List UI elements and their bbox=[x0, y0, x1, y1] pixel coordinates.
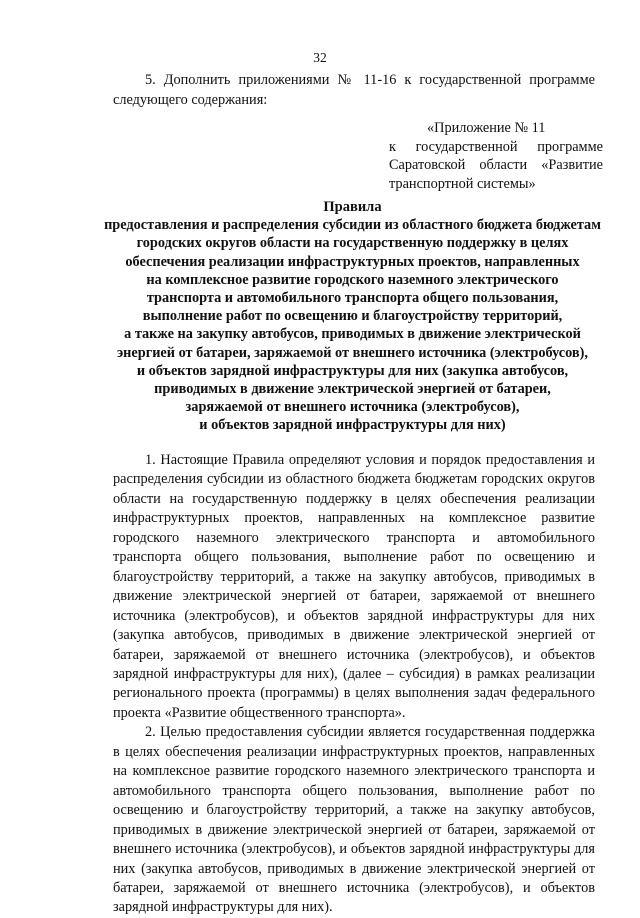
rules-title-line: транспорта и автомобильного транспорта общего пользования, bbox=[146, 290, 559, 307]
rules-title-line: и объектов зарядной инфраструктуры для них (закупка автобусов, bbox=[136, 362, 569, 379]
paragraph-2: 2. Целью предоставления субсидии является государственная поддержка в целях обеспечения реализации инфраструктурных проектов, направленных на комплексное развитие городского наземного электрического транспорта и автомобильного транспорта общего пользования, выполнение работ по освещению и благоустройству территорий, а также на закупку автобусов, приводимых в движение электрической энергией от батареи, заряжаемой от внешнего источника (электробусов), и объектов зарядной инфраструктуры для них (закупка автобусов, приводимых в движение электрической энергией от батареи, заряжаемой от внешнего источника (электробусов), и объектов зарядной инфраструктуры для них). bbox=[113, 724, 595, 916]
rules-title-line: на комплексное развитие городского наземного электрического bbox=[146, 271, 559, 288]
intro-paragraph bbox=[113, 71, 595, 110]
rules-title-line: заряжаемой от внешнего источника (электробусов), bbox=[185, 399, 520, 416]
appendix-reference: к государственной программе Саратовской области «Развитие транспортной системы» bbox=[389, 138, 603, 192]
rules-title-line: энергией от батареи, заряжаемой от внешнего источника (электробусов), bbox=[116, 344, 588, 361]
intro-text: 5. Дополнить приложениями № 11-16 к государственной программе следующего содержания: bbox=[113, 72, 595, 108]
rules-title-line: обеспечения реализации инфраструктурных проектов, направленных bbox=[125, 253, 580, 270]
rules-body bbox=[113, 451, 595, 918]
rules-title-line: приводимых в движение электрической энергией от батареи, bbox=[154, 381, 551, 398]
rules-title-line: и объектов зарядной инфраструктуры для них) bbox=[199, 417, 506, 434]
paragraph-1: 1. Настоящие Правила определяют условия и порядок предоставления и распределения субсидии из областного бюджета бюджетам городских округов области на государственную поддержку в целях обеспечения реализации инфраструктурных проектов, направленных на комплексное развитие городского наземного электрического транспорта и автомобильного транспорта общего пользования, выполнение работ по освещению и благоустройству территорий, а также на закупку автобусов, приводимых в движение электрической энергией от батареи, заряжаемой от внешнего источника (электробусов), и объектов зарядной инфраструктуры для них (закупка автобусов, приводимых в движение электрической энергией от батареи, заряжаемой от внешнего источника (электробусов), и объектов зарядной инфраструктуры для них), (далее – субсидия) в рамках реализации регионального проекта (программы) в целях выполнения задач федерального проекта «Развитие общественного транспорта». bbox=[113, 452, 595, 721]
rules-title-line: выполнение работ по освещению и благоустройству территорий, bbox=[142, 308, 563, 325]
appendix-header bbox=[389, 119, 603, 193]
appendix-title: «Приложение № 11 bbox=[427, 120, 546, 136]
page-number: 32 bbox=[313, 50, 327, 65]
rules-title-line: городских округов области на государственную поддержку в целях bbox=[136, 235, 569, 252]
rules-title-line: а также на закупку автобусов, приводимых в движение электрической bbox=[124, 326, 581, 343]
rules-title bbox=[100, 198, 605, 435]
rules-title-line: предоставления и распределения субсидии из областного бюджета бюджетам bbox=[104, 217, 601, 234]
rules-heading: Правила bbox=[323, 199, 382, 215]
